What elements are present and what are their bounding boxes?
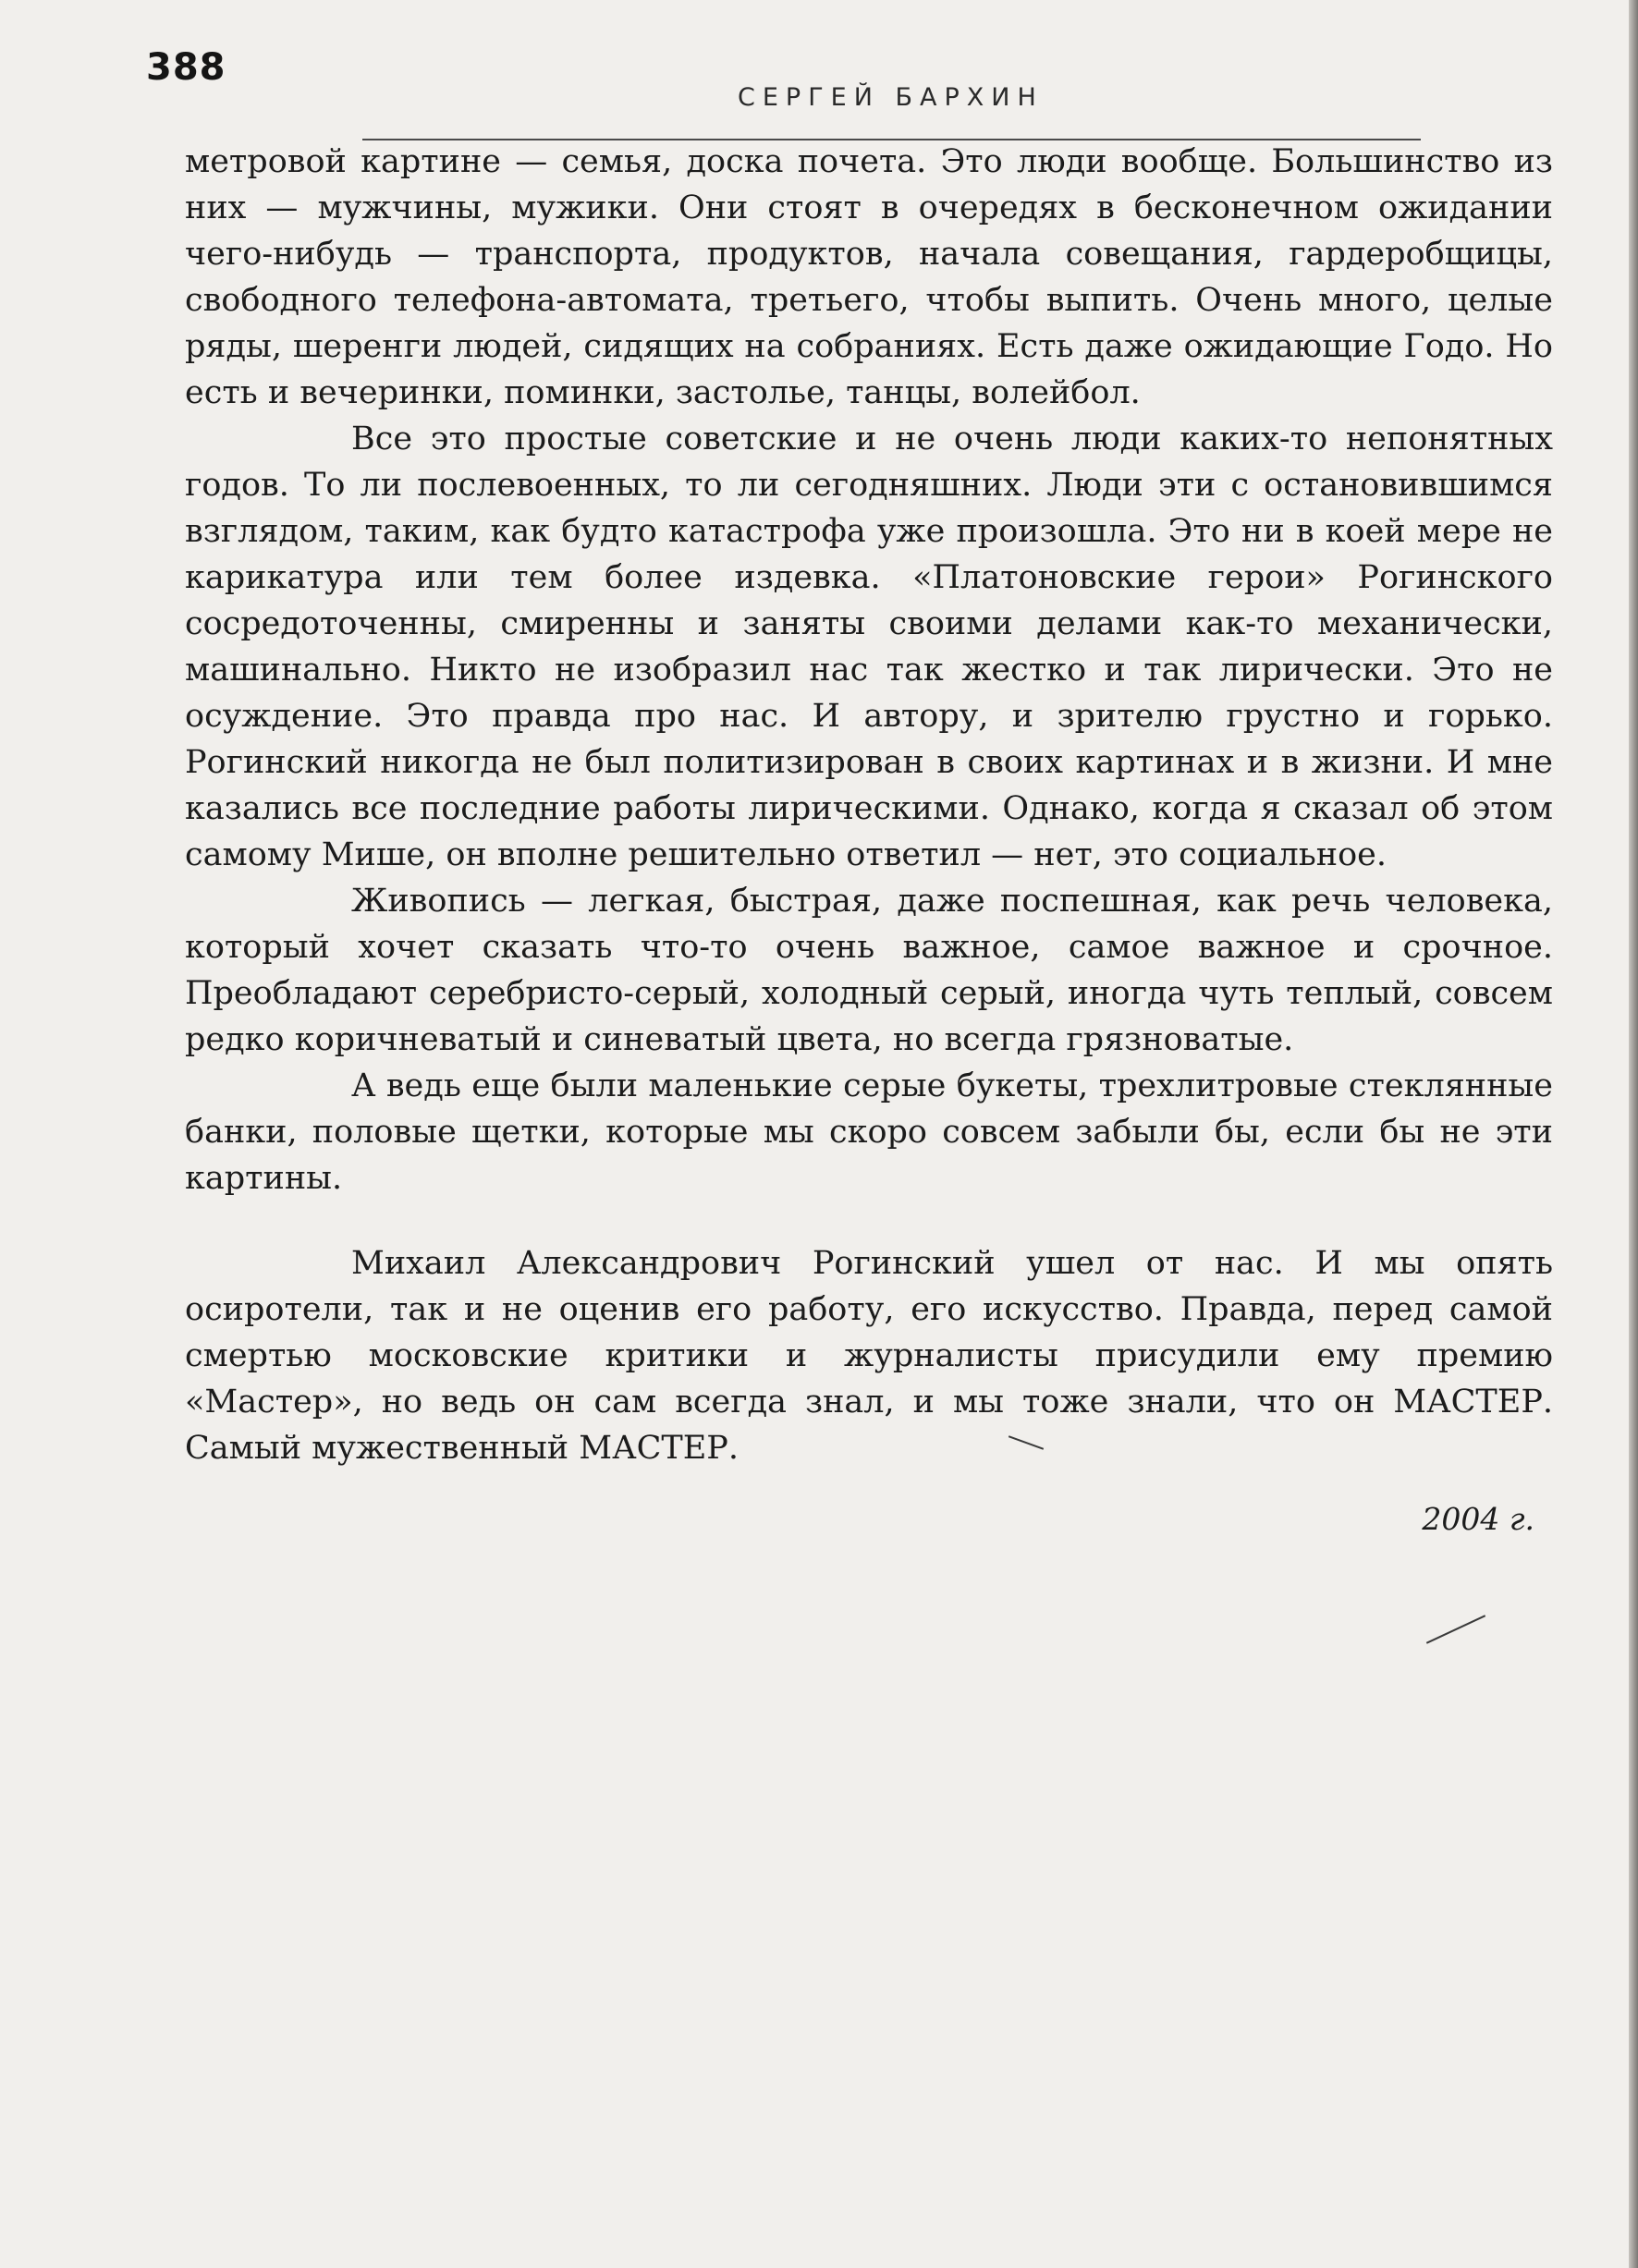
running-head-author: СЕРГЕЙ БАРХИН xyxy=(738,83,1044,112)
page-edge xyxy=(1629,0,1638,2268)
page-number: 388 xyxy=(146,46,226,89)
pen-mark xyxy=(1426,1615,1485,1643)
article-text xyxy=(185,139,1553,1471)
paragraph-2: Все это простые советские и не очень люди каких-то непонятных годов. То ли послевоенных, то ли сегодняшних. Люди эти с остановившимся взглядом, таким, как будто катастрофа уже произошла. Это ни в коей мере не карикатура или тем более издевка. «Платоновские герои» Рогинского сосредоточенны, смиренны и заняты своими делами как-то механически, машинально. Никто не изобразил нас так жестко и так лирически. Это не осуждение. Это правда про нас. И автору, и зрителю грустно и горько. Рогинский никогда не был политизирован в своих картинах и в жизни. И мне казались все последние работы лирическими. Однако, когда я сказал об этом самому Мише, он вполне решительно ответил — нет, это социальное. xyxy=(185,421,1553,873)
paragraph-4: А ведь еще были маленькие серые букеты, трехлитровые стеклянные банки, половые щетки, которые мы скоро совсем забыли бы, если бы не эти картины. xyxy=(185,1067,1553,1197)
paragraph-1: метровой картине — семья, доска почета. Это люди вообще. Большинство из них — мужчины, мужики. Они стоят в очередях в бесконечном ожидании чего-нибудь — транспорта, продуктов, начала совещания, гардеробщицы, свободного телефона-автомата, третьего, чтобы выпить. Очень много, целые ряды, шеренги людей, сидящих на собраниях. Есть даже ожидающие Годо. Но есть и вечеринки, поминки, застолье, танцы, волейбол. xyxy=(185,143,1553,411)
paragraph-5: Михаил Александрович Рогинский ушел от нас. И мы опять осиротели, так и не оценив его работу, его искусство. Правда, перед самой смертью московские критики и журналисты присудили ему премию «Мастер», но ведь он сам всегда знал, и мы тоже знали, что он МАСТЕР. Самый мужественный МАСТЕР. xyxy=(185,1245,1553,1467)
paragraph-3: Живопись — легкая, быстрая, даже поспешная, как речь человека, который хочет сказать что-то очень важное, самое важное и срочное. Преобладают серебристо-серый, холодный серый, иногда чуть теплый, совсем редко коричневатый и синеватый цвета, но всегда грязноватые. xyxy=(185,883,1553,1058)
date-signature: 2004 г. xyxy=(1422,1501,1534,1537)
